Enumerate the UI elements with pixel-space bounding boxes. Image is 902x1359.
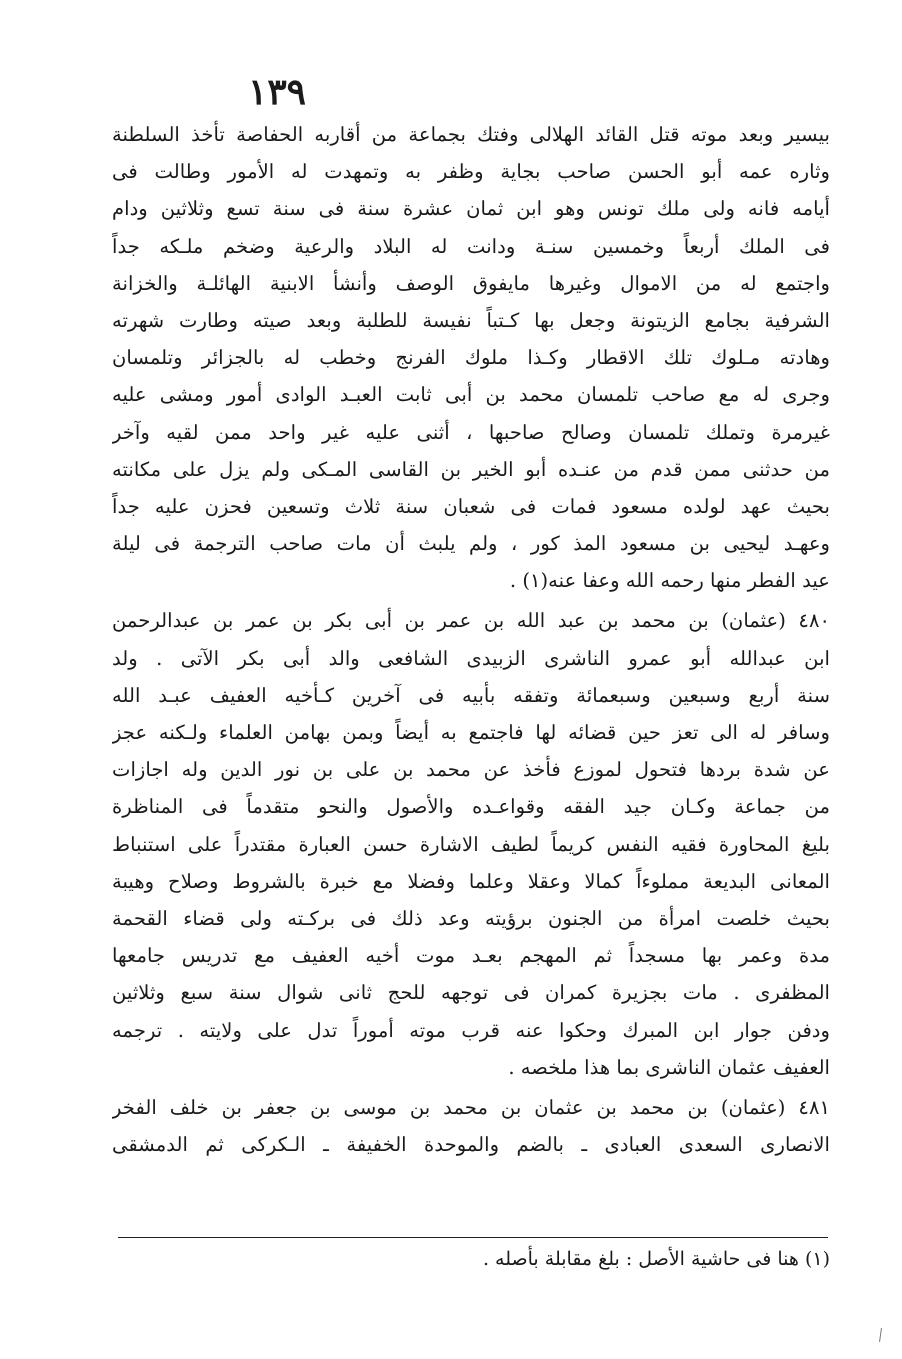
main-text xyxy=(112,116,830,1163)
text-line: بحيث خلصت امرأة من الجنون برؤيته وعد ذلك فى بركـته ولى قضاء القحمة xyxy=(112,906,830,930)
text-line: بيسير وبعد موته قتل القائد الهلالى وفتك بجماعة من أقاربه الحفاصة تأخذ السلطنة xyxy=(112,123,830,146)
text-line: المعانى البديعة مملوءاً كمالا وعقلا وعلما وفضلا مع خبرة بالشروط وصلاح وهيبة xyxy=(112,869,830,893)
text-line: واجتمع له من الاموال وغيرها مايفوق الوصف وأنشأ الابنية الهائلـة والخزانة xyxy=(112,271,830,295)
text-line: وهادته مـلوك تلك الاقطار وكـذا ملوك الفرنج وخطب له بالجزائر وتلمسان xyxy=(112,346,830,370)
paragraph-entry-continuation xyxy=(112,116,830,599)
text-line: ابن عبدالله أبو عمرو الناشرى الزبيدى الشافعى والد أبى بكر الآتى . ولد xyxy=(112,646,830,670)
text-line: العفيف عثمان الناشرى بما هذا ملخصه . xyxy=(508,1055,830,1079)
paragraph-entry-480 xyxy=(112,602,830,1085)
text-line: وثاره عمه أبو الحسن صاحب بجاية وظفر به وتمهدت له الأمور وطالت فى xyxy=(112,160,830,184)
text-line: المظفرى . مات بجزيرة كمران فى توجهه للحج ثانى شوال سنة سبع وثلاثين xyxy=(112,981,830,1005)
text-line: غيرمرة وتملك تلمسان وصالح صاحبها ، أثنى عليه غير واحد ممن لقيه وآخر xyxy=(112,420,830,444)
text-line: بليغ المحاورة فقيه النفس كريماً لطيف الاشارة حسن العبارة مقتدراً على استنباط xyxy=(112,832,830,856)
text-line: وعهـد ليحيى بن مسعود المذ كور ، ولم يلبث أن مات صاحب الترجمة فى ليلة xyxy=(112,532,830,556)
text-line: بحيث عهد لولده مسعود فمات فى شعبان سنة ثلاث وتسعين فحزن عليه جداً xyxy=(112,494,830,518)
text-line: سنة أربع وسبعين وسبعمائة وتفقه بأبيه فى آخرين كـأخيه العفيف عبـد الله xyxy=(112,683,830,707)
text-line: عيد الفطر منها رحمه الله وعفا عنه(١) . xyxy=(509,569,830,593)
footnote: (١) هنا فى حاشية الأصل : بلغ مقابلة بأصله . xyxy=(482,1248,830,1270)
text-line: الانصارى السعدى العبادى ـ بالضم والموحدة الخفيفة ـ الـكركى ثم الدمشقى xyxy=(112,1133,830,1157)
footnote-divider xyxy=(118,1237,828,1238)
page-number: ١٣٩ xyxy=(247,71,306,113)
text-line: من حدثنى ممن قدم من عنـده أبو الخير بن القاسى المـكى ولم يزل على مكانته xyxy=(112,457,830,481)
text-line: وسافر له الى تعز حين قضائه لها فاجتمع به أيضاً وبمن بهامن العلماء ولـكنه عجز xyxy=(112,721,830,744)
text-line: ودفن جوار ابن المبرك وحكوا عنه قرب موته أموراً تدل على ولايته . ترجمه xyxy=(112,1018,830,1042)
text-line: ٤٨٠ (عثمان) بن محمد بن عبد الله بن عمر بن أبى بكر بن عمر بن عبدالرحمن xyxy=(112,609,830,633)
paragraph-entry-481 xyxy=(112,1089,830,1163)
text-line: من جماعة وكـان جيد الفقه وقواعـده والأصول والنحو متقدماً فى المناظرة xyxy=(112,795,830,819)
text-line: فى الملك أربعاً وخمسين سنـة ودانت له البلاد والرعية وضخم ملـكه جداً xyxy=(112,234,830,258)
text-line: ٤٨١ (عثمان) بن محمد بن عثمان بن محمد بن موسى بن جعفر بن خلف الفخر xyxy=(112,1095,830,1119)
scan-edge-mark xyxy=(879,1328,882,1342)
text-line: وجرى له مع صاحب تلمسان محمد بن أبى ثابت العبـد الوادى أمور ومشى عليه xyxy=(112,383,830,407)
text-line: عن شدة بردها فتحول لموزع فأخذ عن محمد بن على بن نور الدين وله اجازات xyxy=(112,758,830,782)
text-line: الشرفية بجامع الزيتونة وجعل بها كـتباً نفيسة للطلبة وبعد صيته وطارت شهرته xyxy=(112,308,830,332)
text-line: أيامه فانه ولى ملك تونس وهو ابن ثمان عشرة سنة فى سنة تسع وثلاثين ودام xyxy=(112,197,830,221)
text-line: مدة وعمر بها مسجداً ثم المهجم بعـد موت أخيه العفيف مع تدريس جامعها xyxy=(112,944,830,968)
